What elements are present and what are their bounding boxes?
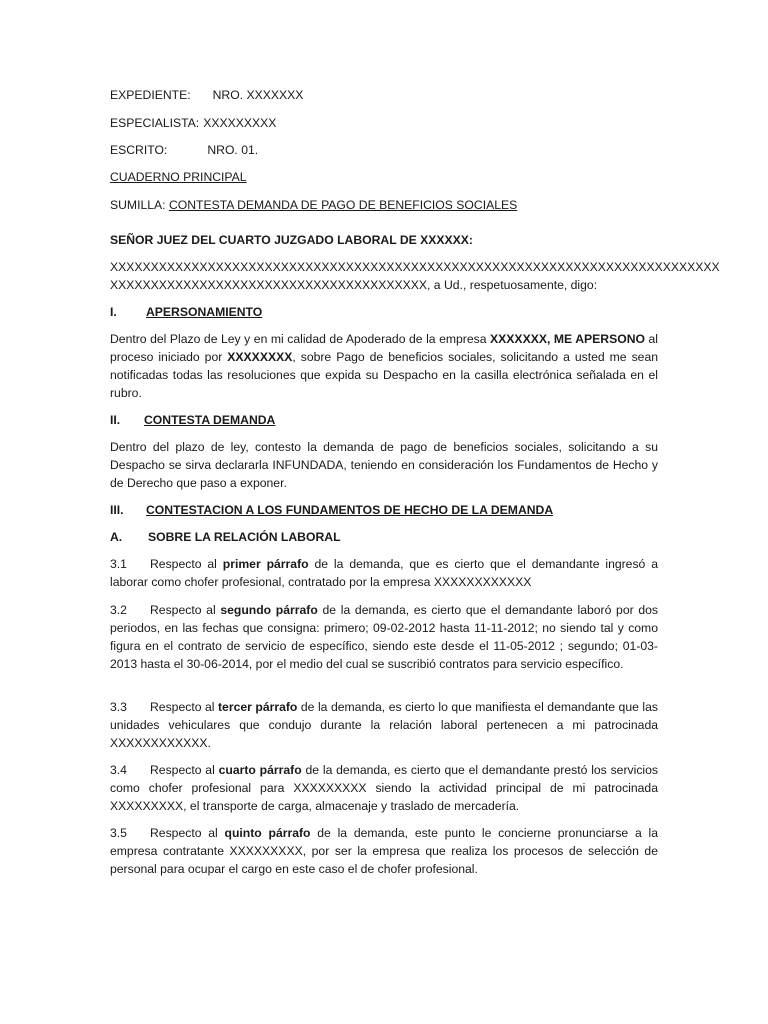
court-address: SEÑOR JUEZ DEL CUARTO JUZGADO LABORAL DE XXXXXX: (110, 233, 473, 247)
especialista-label: ESPECIALISTA: (110, 116, 200, 130)
escrito-line (110, 141, 658, 159)
sumilla-label: SUMILLA: (110, 198, 166, 212)
section-number-3: III. (110, 503, 124, 517)
item-3-3 (110, 698, 658, 752)
item-number: 3.5 (110, 826, 127, 840)
section-number-2: II. (110, 413, 121, 427)
escrito-label: ESCRITO: (110, 143, 168, 157)
item-number: 3.1 (110, 557, 127, 571)
expediente-line (110, 86, 658, 104)
p1-text-a: Dentro del Plazo de Ley y en mi calidad de Apoderado de la empresa (110, 332, 491, 346)
item-text-pre: Respecto al (150, 700, 218, 714)
sumilla-value: CONTESTA DEMANDA DE PAGO DE BENEFICIOS SOCIALES (168, 198, 518, 212)
intro-greeting: a Ud., respetuosamente, digo: (430, 278, 598, 292)
especialista-value: XXXXXXXXX (203, 116, 277, 130)
p1-bold-company: XXXXXXX, ME APERSONO (490, 332, 645, 346)
subsection-title-a: SOBRE LA RELACIÓN LABORAL (148, 530, 341, 544)
escrito-value: NRO. 01. (207, 143, 259, 157)
section-title-1: APERSONAMIENTO (146, 305, 263, 319)
section-heading-2 (110, 411, 658, 429)
section-paragraph-1 (110, 330, 658, 402)
item-bold-ref: tercer párrafo (218, 700, 298, 714)
item-number: 3.4 (110, 763, 127, 777)
item-3-5 (110, 824, 658, 878)
subsection-heading-a (110, 528, 658, 546)
item-number: 3.3 (110, 700, 127, 714)
intro-paragraph (110, 258, 720, 294)
intro-line-2 (110, 276, 658, 294)
item-bold-ref: cuarto párrafo (218, 763, 302, 777)
item-3-1 (110, 555, 658, 591)
item-text-pre: Respecto al (150, 603, 221, 617)
item-text-post: de la demanda, es cierto que el demandante prestó los servicios como chofer profesional para XXXXXXXXX siendo la actividad principal de mi patrocinada XXXXXXXXX, el transporte de carga, almacenaje y traslado de mercadería. (110, 763, 658, 813)
intro-x-block: XXXXXXXXXXXXXXXXXXXXXXXXXXXXXXXXXXXXXXX, (110, 278, 431, 292)
p1-bold-plaintiff: XXXXXXXX (227, 350, 293, 364)
item-text-pre: Respecto al (150, 763, 219, 777)
subsection-number-a: A. (110, 530, 123, 544)
expediente-value: NRO. XXXXXXX (212, 88, 304, 102)
item-text-post: de la demanda, es cierto que el demandante laboró por dos periodos, en las fechas que consigna: primero; 09-02-2012 hasta 11-11-2012; no siendo tal y como figura en el contrato de servicio de específico, siendo este desde el 11-05-2012 ; segundo; 01-03-2013 hasta el 30-06-2014, por el medio del cual se suscribió contratos para servicio específico. (110, 603, 658, 671)
item-bold-ref: quinto párrafo (224, 826, 311, 840)
item-text-pre: Respecto al (150, 826, 225, 840)
section-title-2: CONTESTA DEMANDA (144, 413, 276, 427)
item-3-2 (110, 601, 658, 673)
item-bold-ref: segundo párrafo (220, 603, 318, 617)
section-title-3: CONTESTACION A LOS FUNDAMENTOS DE HECHO DE LA DEMANDA (146, 503, 554, 517)
item-number: 3.2 (110, 603, 127, 617)
section-number-1: I. (110, 305, 117, 319)
item-text-post: de la demanda, es cierto lo que manifiesta el demandante que las unidades vehiculares que condujo durante la relación laboral pertenecen a mi patrocinada XXXXXXXXXXXX. (110, 700, 658, 750)
item-3-4 (110, 761, 658, 815)
expediente-label: EXPEDIENTE: (110, 88, 191, 102)
item-text-post: de la demanda, este punto le concierne pronunciarse a la empresa contratante XXXXXXXXX, por ser la empresa que realiza los procesos de selección de personal para ocupar el cargo en este caso el de chofer profesional. (110, 826, 658, 876)
item-bold-ref: primer párrafo (222, 557, 309, 571)
item-text-post: de la demanda, que es cierto que el demandante ingresó a laborar como chofer profesional, contratado por la empresa XXXXXXXXXXXX (110, 557, 659, 589)
section-heading-3 (110, 501, 658, 519)
section-paragraph-2: Dentro del plazo de ley, contesto la demanda de pago de beneficios sociales, solicitando a su Despacho se sirva declararla INFUNDADA, teniendo en consideración los Fundamentos de Hecho y de Derecho que paso a exponer. (110, 440, 658, 490)
especialista-line (110, 114, 658, 132)
cuaderno-principal: CUADERNO PRINCIPAL (110, 170, 247, 184)
p1-text-c: al proceso iniciado por (110, 332, 658, 364)
p1-text-e: , sobre Pago de beneficios sociales, solicitando a usted me sean notificadas todas las resoluciones que expida su Despacho en la casilla electrónica señalada en el rubro. (110, 350, 659, 400)
item-text-pre: Respecto al (150, 557, 223, 571)
section-heading-1 (110, 303, 658, 321)
intro-line-1: XXXXXXXXXXXXXXXXXXXXXXXXXXXXXXXXXXXXXXXXXXXXXXXXXXXXXXXXXXXXXXXXXXXXXXXXXXX (110, 260, 720, 274)
sumilla-line (110, 196, 658, 214)
